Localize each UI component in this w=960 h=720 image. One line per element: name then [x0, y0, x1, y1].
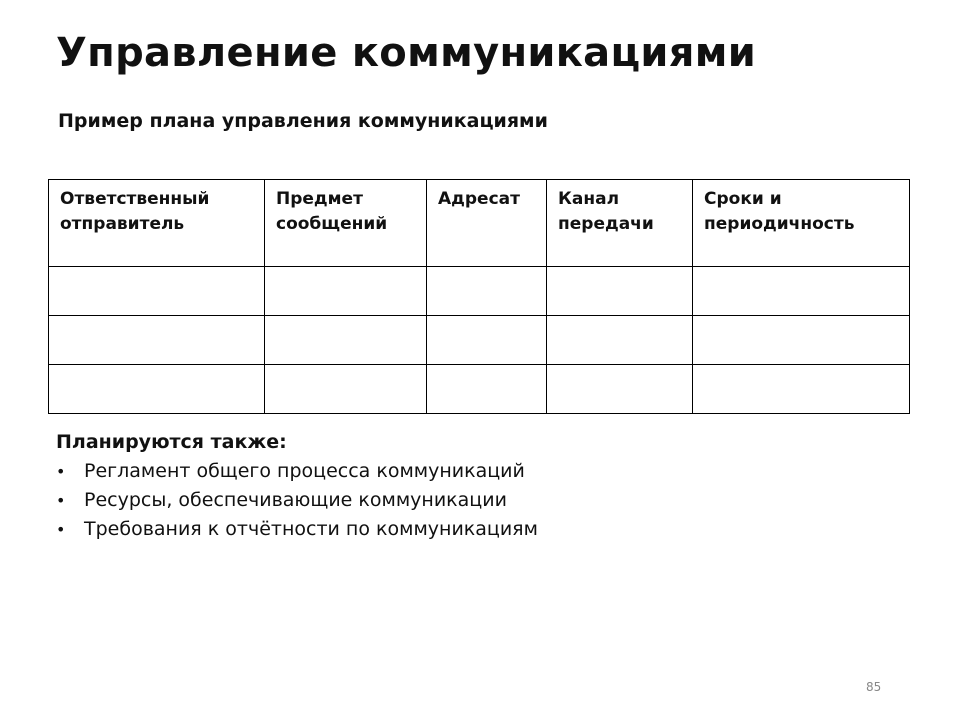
list-item-text: Ресурсы, обеспечивающие коммуникации — [84, 489, 507, 511]
table-cell — [49, 267, 265, 316]
table-cell — [427, 316, 547, 365]
table-cell — [49, 316, 265, 365]
slide-title: Управление коммуникациями — [56, 30, 757, 76]
column-header-schedule: Сроки и периодичность — [693, 180, 910, 267]
column-header-recipient: Адресат — [427, 180, 547, 267]
table-cell — [693, 316, 910, 365]
also-planned-list — [56, 457, 538, 544]
table-row — [49, 316, 910, 365]
table-row — [49, 365, 910, 414]
list-item-text: Требования к отчётности по коммуникациям — [84, 518, 538, 540]
column-header-channel: Канал передачи — [547, 180, 693, 267]
table-cell — [547, 267, 693, 316]
table-cell — [547, 316, 693, 365]
list-item — [56, 486, 538, 515]
slide-subtitle: Пример плана управления коммуникациями — [58, 110, 548, 132]
table-row — [49, 267, 910, 316]
table-cell — [693, 267, 910, 316]
table-cell — [49, 365, 265, 414]
table-cell — [547, 365, 693, 414]
table-cell — [693, 365, 910, 414]
bullet-icon: • — [56, 520, 66, 539]
table-cell — [427, 267, 547, 316]
list-item — [56, 457, 538, 486]
table-cell — [265, 365, 427, 414]
table-header-row — [49, 180, 910, 267]
communication-plan-table — [48, 179, 910, 414]
also-planned-heading: Планируются также: — [56, 431, 287, 453]
table-cell — [265, 316, 427, 365]
page-number: 85 — [866, 680, 882, 694]
table-cell — [265, 267, 427, 316]
column-header-subject: Предмет сообщений — [265, 180, 427, 267]
list-item — [56, 515, 538, 544]
table-cell — [427, 365, 547, 414]
list-item-text: Регламент общего процесса коммуникаций — [84, 460, 525, 482]
bullet-icon: • — [56, 491, 66, 510]
bullet-icon: • — [56, 462, 66, 481]
column-header-sender: Ответственный отправитель — [49, 180, 265, 267]
